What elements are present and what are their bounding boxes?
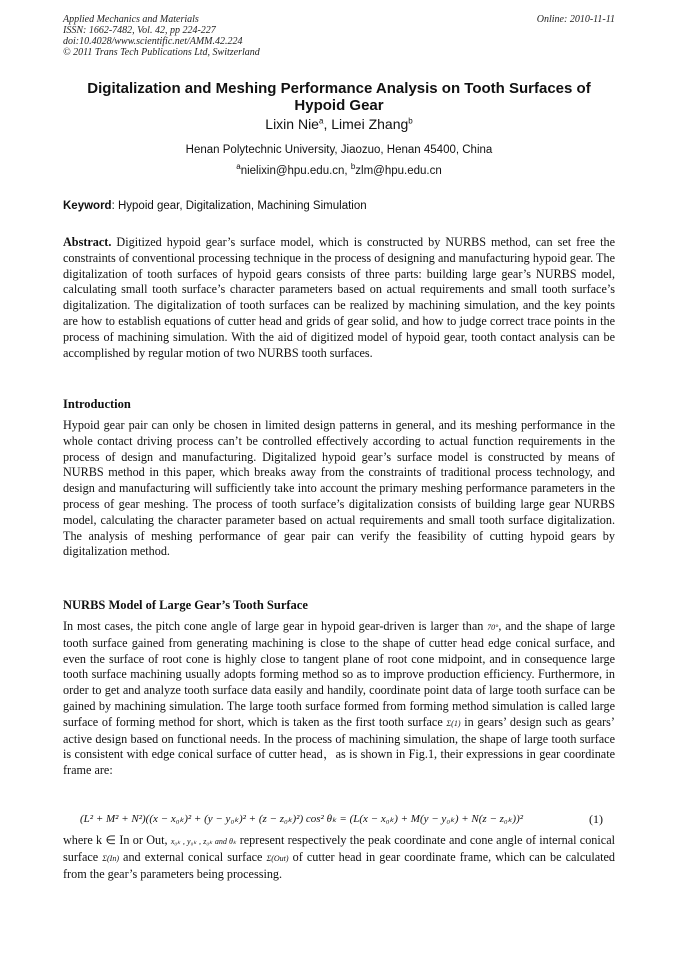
equation-1 (80, 810, 615, 832)
issn-line: ISSN: 1662-7482, Vol. 42, pp 224-227 (63, 25, 216, 36)
journal-name: Applied Mechanics and Materials (63, 14, 199, 25)
author-name: Limei Zhang (331, 116, 409, 132)
copyright-line: © 2011 Trans Tech Publications Ltd, Switzerland (63, 47, 260, 58)
doi-line: doi:10.4028/www.scientific.net/AMM.42.224 (63, 36, 243, 47)
equation-explanation-paragraph (63, 833, 615, 882)
paper-title: Digitalization and Meshing Performance Analysis on Tooth Surfaces of Hypoid Gear (87, 80, 591, 114)
author-superscript: b (408, 116, 413, 126)
nurbs-text: in gears’ design such as gears’ active design based on functional needs. In the process of machining simulation, the shape of large tooth surface is consistent with edge conical surface of cutter head，as is shown in Fig.1, their expressions in gear coordinate frame are: (63, 714, 615, 778)
tail-text: and external conical surface (119, 849, 267, 864)
author-superscript: a (318, 116, 324, 126)
tail-text: of cutter head in gear coordinate frame, which can be calculated from the gear’s parameters being processing. (63, 849, 616, 881)
sigma-in-math: Σ(In) (102, 853, 119, 863)
email-superscript: a (236, 162, 241, 172)
equation-expression: (L² + M² + N²)((x − x₀ₖ)² + (y − y₀ₖ)² + (z − z₀ₖ)²) cos² θₖ = (L(x − x₀ₖ) + M(y − y₀ₖ) + N(z − z₀ₖ))² (80, 813, 524, 825)
keywords (63, 199, 615, 213)
keywords-text: : Hypoid gear, Digitalization, Machining Simulation (111, 200, 367, 212)
online-date: Online: 2010-11-11 (536, 14, 615, 25)
equation-number: (1) (589, 812, 603, 826)
angle-math: 70° (487, 623, 499, 632)
abstract-paragraph (63, 235, 615, 361)
sigma-math: Σ(1) (446, 718, 461, 728)
tail-text: represent respectively the peak coordinate and cone angle of internal conical surface (63, 833, 615, 864)
journal-header (63, 14, 260, 58)
nurbs-text: In most cases, the pitch cone angle of large gear in hypoid gear-driven is larger than (63, 619, 488, 633)
author-emails (63, 164, 615, 178)
nurbs-text: , and the shape of large tooth surface gained from generating machining is close to the shape of cutter head edge conical surface, and even the surface of root cone is highly close to tangent plane of root cone midpoint, and in consequence large tooth surface machining usually adopts forming method so as to improve production efficiency. Furthermore, in order to get and analyze tooth surface data easily and handily, coordinate point data of large tooth surface can be gained by machining simulation. The large tooth surface formed from forming method simulation is called large surface of forming method for short, which is taken as the first tooth surface (63, 619, 615, 729)
section-heading-nurbs: NURBS Model of Large Gear’s Tooth Surface (63, 598, 308, 612)
variables-math: x₀ₖ , y₀ₖ , z₀ₖ and θₖ (170, 837, 237, 846)
author-separator: , (323, 116, 332, 132)
author-name: Lixin Nie (265, 116, 319, 132)
tail-text: where k ∈ In or Out, (63, 833, 171, 847)
affiliation: Henan Polytechnic University, Jiaozuo, Henan 45400, China (185, 144, 493, 156)
sigma-out-math: Σ(Out) (266, 853, 289, 863)
introduction-paragraph: Hypoid gear pair can only be chosen in limited design patterns in general, and its meshing performance in the whole contact driving process can’t be controlled effectively according to actual function requirements in the process of design and manufacturing. Digitalized hypoid gear’s surface model is constructed by means of NURBS method in this paper, which breaks away from the constraints of traditional process technology, and design and manufacturing will sufficiently take into account the primary meshing performance parameters in the process of gear meshing. The process of tooth surface’s digitalization consists of building large gear NURBS model, calculating the character parameter based on actual requirements and small tooth surface digitalization. The analysis of meshing performance of gear pair can verify the feasibility of cutting hypoid gears by digitalization method. (63, 418, 615, 559)
email-superscript: b (350, 162, 356, 172)
author-list (63, 116, 615, 132)
abstract-text: Digitized hypoid gear’s surface model, which is constructed by NURBS method, can set free the constraints of conventional processing technique in the process of designing and manufacturing hypoid gear. The digitalization of tooth surfaces of hypoid gears consists of three parts: building large gear’s NURBS model, calculating small tooth surface’s character parameters based on actual requirements and small tooth surface’s digitalization. The digitalization of tooth surfaces can be realized by machining simulation, and the key points are how to establish equations of cutter head and grids of gear solid, and how to judge correct trace points in the process of machining simulation. With the aid of digitized model of hypoid gear, tooth contact analysis can be accomplished by regular motion of two NURBS tooth surfaces. (63, 235, 615, 360)
abstract-label: Abstract. (63, 235, 112, 249)
email-address: nielixin@hpu.edu.cn, (240, 165, 351, 177)
nurbs-paragraph (63, 619, 615, 779)
keywords-label: Keyword (63, 200, 112, 212)
email-address: zlm@hpu.edu.cn (355, 165, 442, 177)
section-heading-introduction: Introduction (63, 397, 131, 411)
